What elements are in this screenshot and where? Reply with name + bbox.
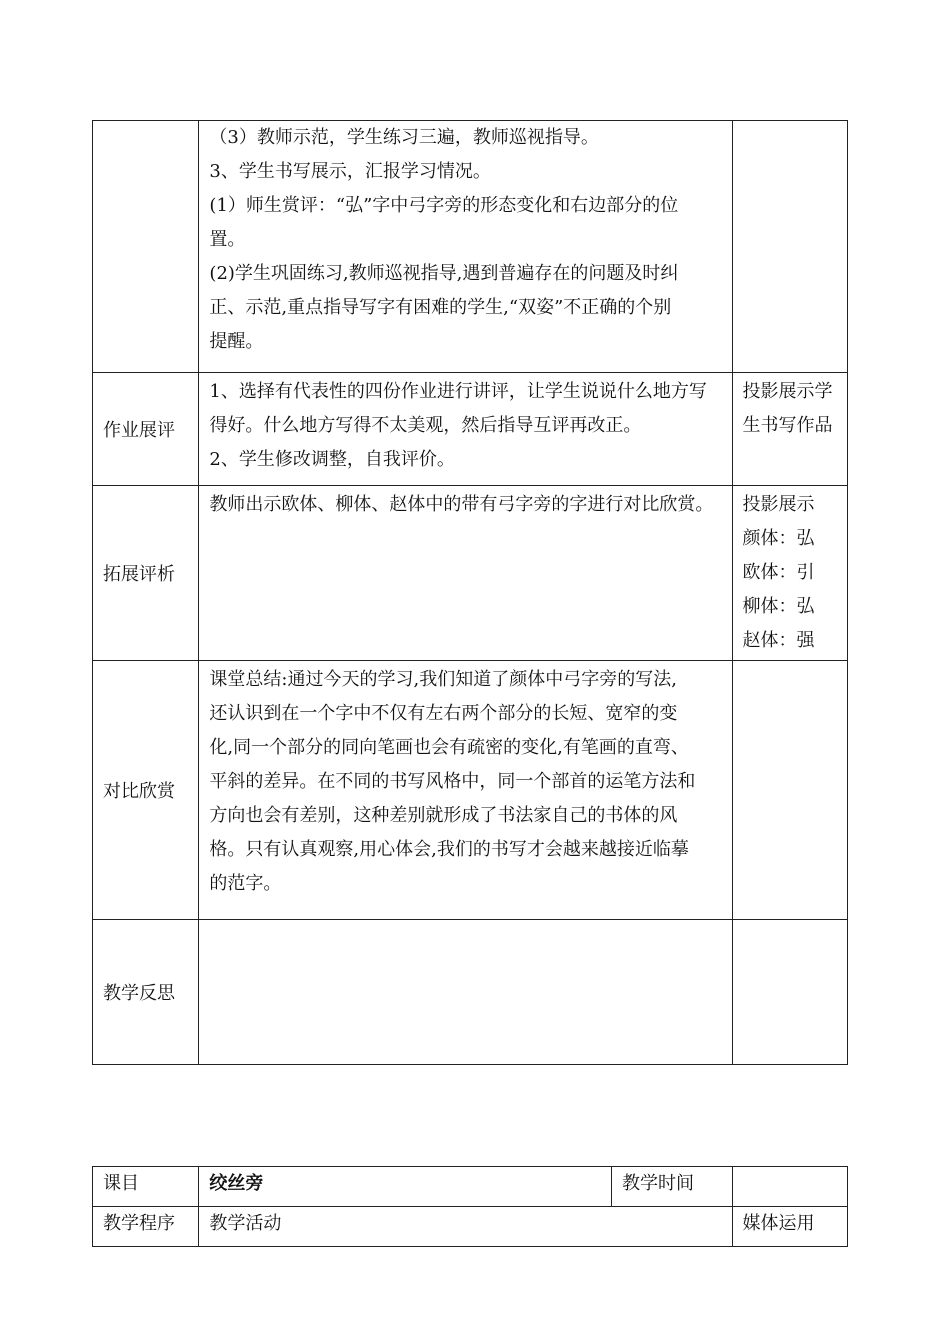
row-label-cell bbox=[93, 920, 199, 1065]
media-line: 颜体：弘 bbox=[742, 528, 815, 549]
time-value bbox=[733, 1167, 847, 1175]
table-row bbox=[93, 661, 848, 920]
row-label-cell bbox=[93, 373, 199, 486]
activity-label-cell bbox=[199, 1207, 732, 1247]
activity-cell bbox=[199, 373, 732, 486]
media-cell bbox=[732, 373, 847, 486]
procedure-label: 教学程序 bbox=[103, 1213, 175, 1234]
text-line: 格。只有认真观察,用心体会,我们的书写才会越来越接近临摹 bbox=[209, 839, 689, 860]
text-line: (2)学生巩固练习,教师巡视指导,遇到普遍存在的问题及时纠 bbox=[209, 263, 679, 284]
text-line: （3）教师示范，学生练习三遍，教师巡视指导。 bbox=[209, 127, 599, 148]
lesson-table bbox=[92, 120, 848, 1065]
media-label: 媒体运用 bbox=[742, 1213, 815, 1234]
text-line: 教师出示欧体、柳体、赵体中的带有弓字旁的字进行对比欣赏。 bbox=[209, 494, 714, 515]
table-row bbox=[93, 373, 848, 486]
subject-label-cell bbox=[93, 1167, 199, 1207]
media-cell bbox=[732, 920, 847, 1065]
row-label: 拓展评析 bbox=[103, 564, 175, 585]
activity-cell bbox=[199, 920, 732, 1065]
row-label-cell bbox=[93, 121, 199, 373]
text-line: 置。 bbox=[209, 229, 246, 250]
text-line: 课堂总结:通过今天的学习,我们知道了颜体中弓字旁的写法, bbox=[209, 669, 677, 690]
text-line: 2、学生修改调整，自我评价。 bbox=[209, 449, 455, 470]
activity-cell bbox=[199, 661, 732, 920]
row-label-cell bbox=[93, 486, 199, 661]
media-line: 赵体：强 bbox=[742, 630, 815, 651]
text-line: (1）师生赏评：“弘”字中弓字旁的形态变化和右边部分的位 bbox=[209, 195, 679, 216]
text-line: 平斜的差异。在不同的书写风格中，同一个部首的运笔方法和 bbox=[209, 771, 696, 792]
media-cell bbox=[732, 486, 847, 661]
procedure-label-cell bbox=[93, 1207, 199, 1247]
table-row bbox=[93, 486, 848, 661]
media-line: 生书写作品 bbox=[742, 415, 833, 436]
media-line: 柳体：弘 bbox=[742, 596, 815, 617]
row-label: 教学反思 bbox=[103, 983, 175, 1004]
text-line: 方向也会有差别，这种差别就形成了书法家自己的书体的风 bbox=[209, 805, 678, 826]
text-line: 1、选择有代表性的四份作业进行讲评，让学生说说什么地方写 bbox=[209, 381, 707, 402]
media-label-cell bbox=[732, 1207, 847, 1247]
time-label: 教学时间 bbox=[622, 1173, 695, 1194]
text-line: 化,同一个部分的同向笔画也会有疏密的变化,有笔画的直弯、 bbox=[209, 737, 689, 758]
text-line: 还认识到在一个字中不仅有左右两个部分的长短、宽窄的变 bbox=[209, 703, 678, 724]
table-row bbox=[93, 1167, 848, 1207]
subject-label: 课目 bbox=[103, 1173, 139, 1194]
row-label: 作业展评 bbox=[103, 420, 175, 441]
media-line: 欧体：引 bbox=[742, 562, 815, 583]
subject-value-cell bbox=[199, 1167, 612, 1207]
media-line: 投影展示学 bbox=[742, 381, 833, 402]
time-label-cell bbox=[612, 1167, 732, 1207]
text-line: 正、示范,重点指导写字有困难的学生,“双姿”不正确的个别 bbox=[209, 297, 672, 318]
media-line: 投影展示 bbox=[742, 494, 815, 515]
activity-cell bbox=[199, 486, 732, 661]
text-line: 的范字。 bbox=[209, 873, 282, 894]
activity-cell bbox=[199, 121, 732, 373]
media-cell bbox=[732, 661, 847, 920]
text-line: 3、学生书写展示，汇报学习情况。 bbox=[209, 161, 491, 182]
lesson-header-table bbox=[92, 1166, 848, 1247]
table-row bbox=[93, 121, 848, 373]
row-label-cell bbox=[93, 661, 199, 920]
row-label: 对比欣赏 bbox=[103, 781, 175, 802]
text-line: 提醒。 bbox=[209, 331, 264, 352]
subject-value: 绞丝旁 bbox=[209, 1173, 264, 1194]
time-value-cell bbox=[732, 1167, 847, 1207]
activity-label: 教学活动 bbox=[209, 1213, 282, 1234]
text-line: 得好。什么地方写得不太美观，然后指导互评再改正。 bbox=[209, 415, 642, 436]
table-row bbox=[93, 1207, 848, 1247]
table-row bbox=[93, 920, 848, 1065]
media-cell bbox=[732, 121, 847, 373]
